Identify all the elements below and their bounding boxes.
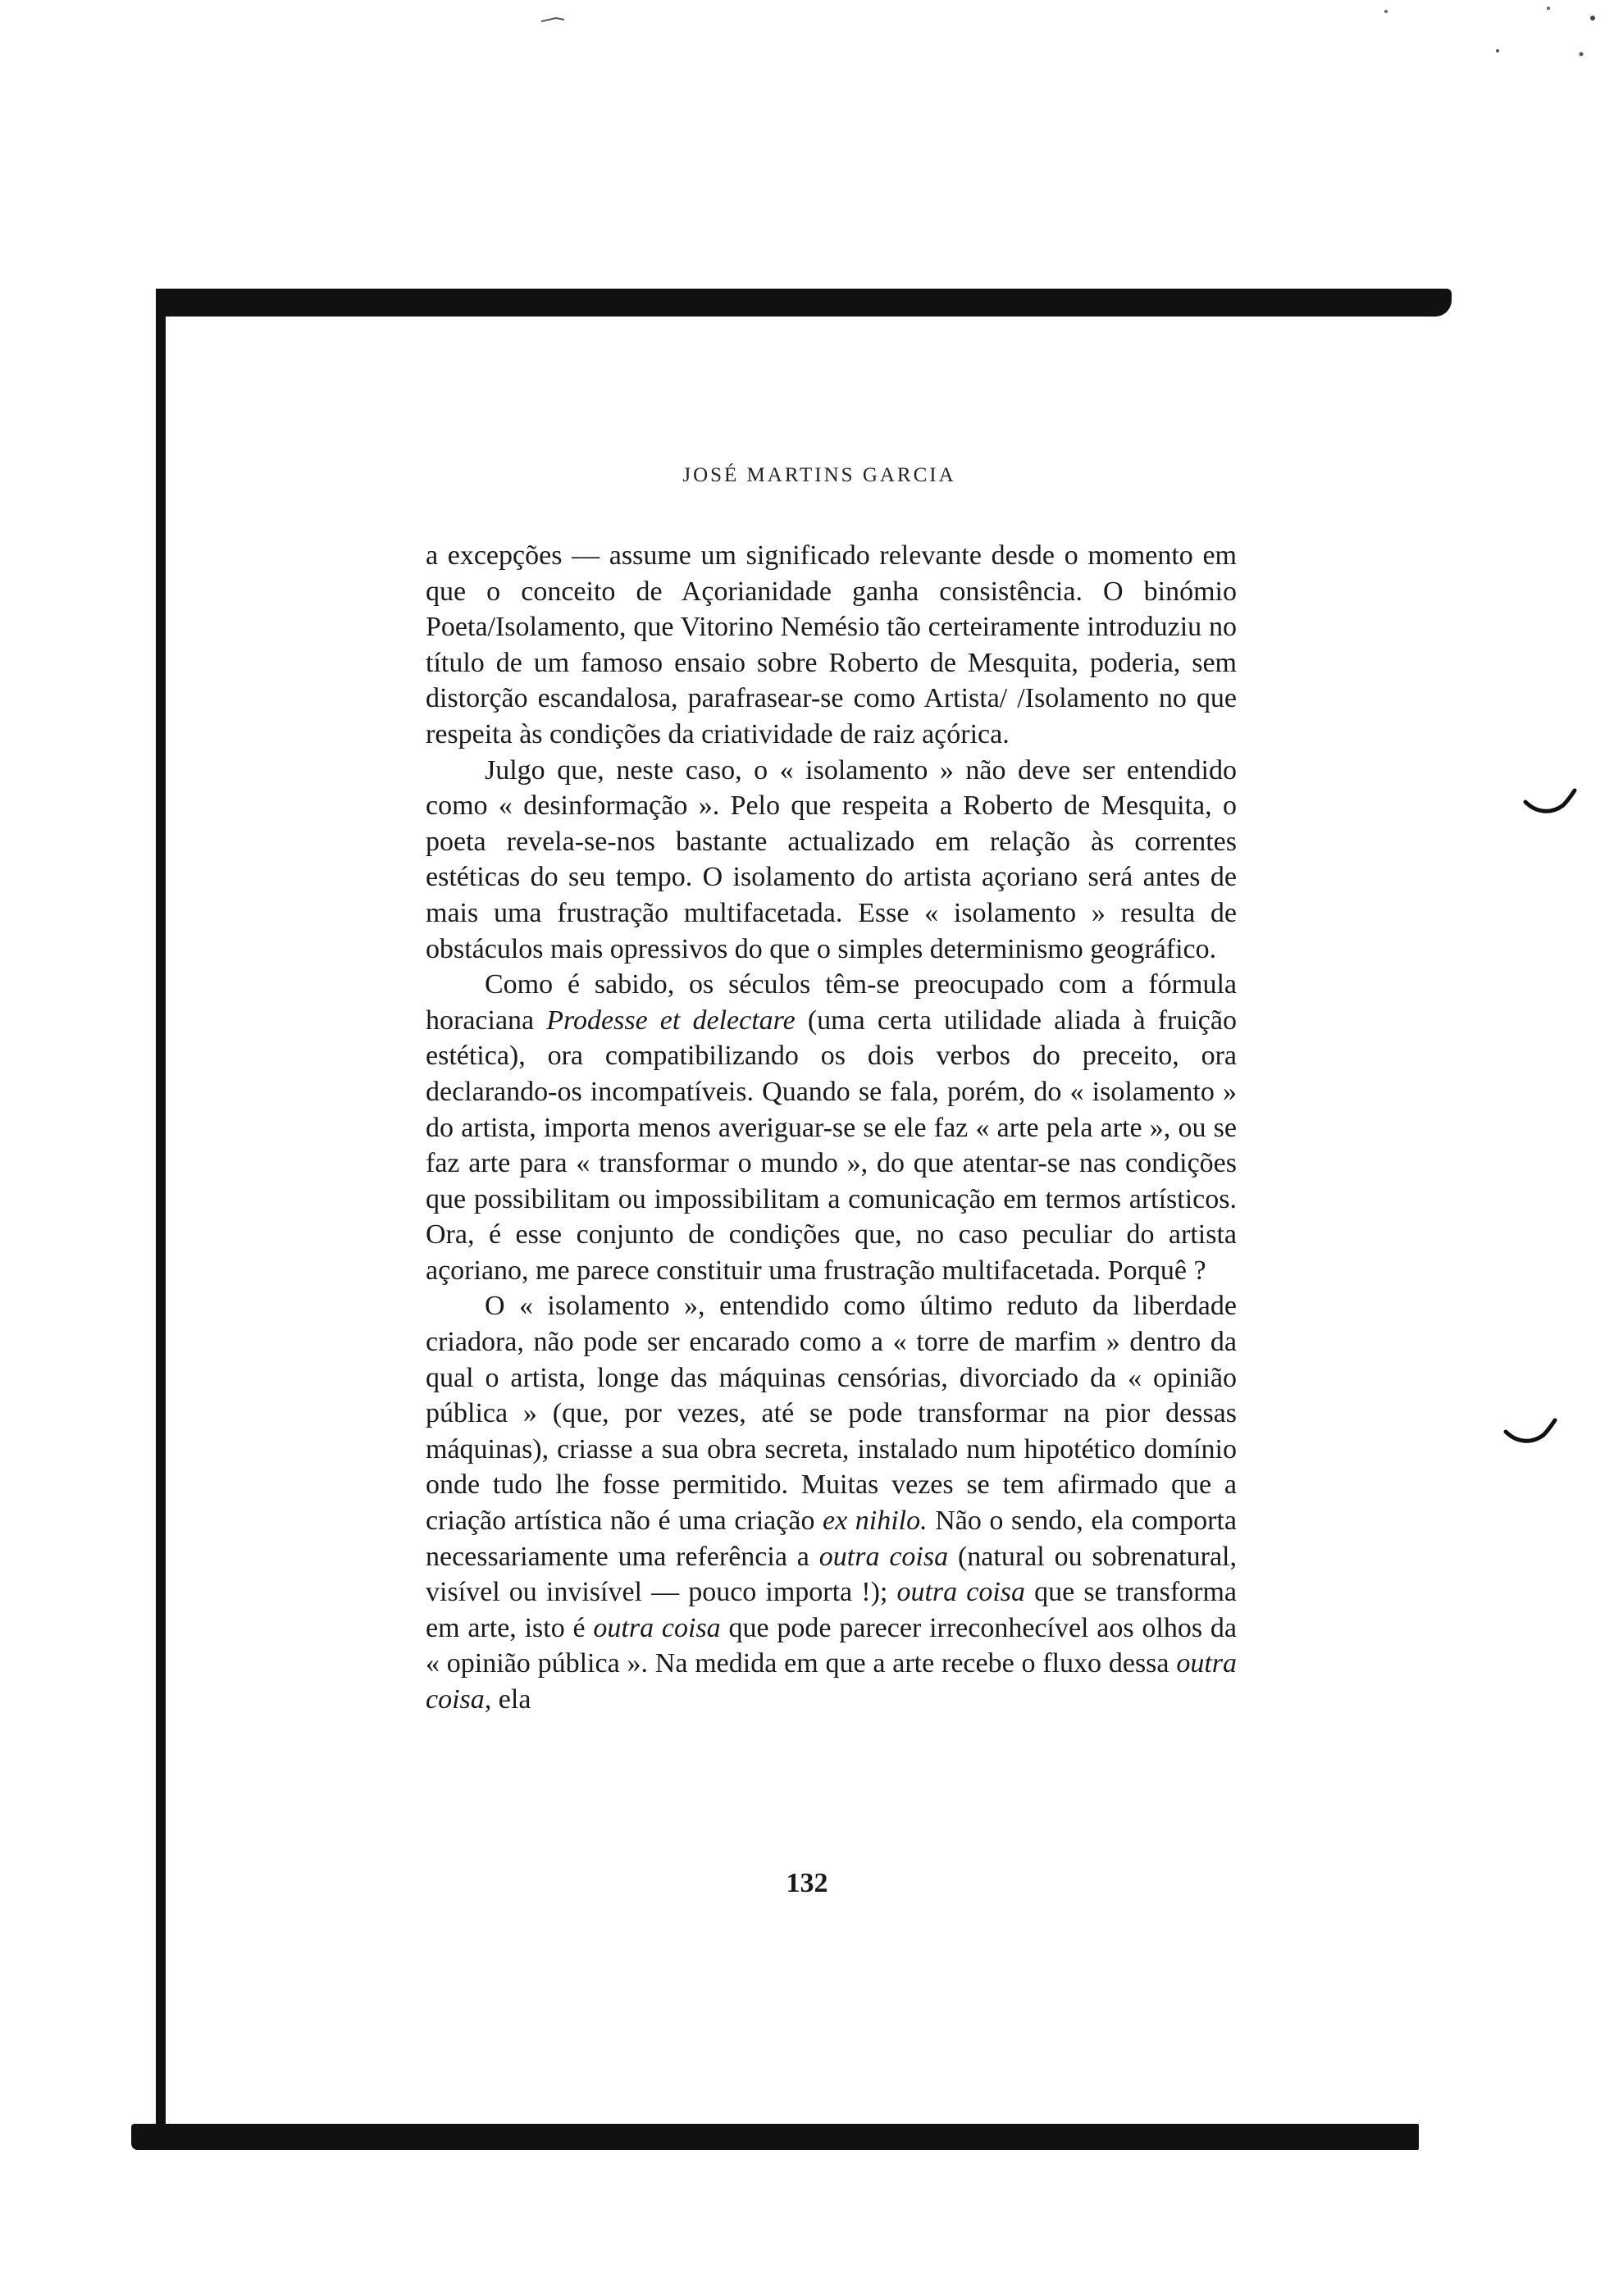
- paragraph-3-text-cont: (uma certa utilidade aliada à fruição estética), ora compatibilizando os dois verbos do preceito, ora declarando-os incompatíveis. Quando se fala, porém, do « isolamento » do artista, importa menos averiguar-se se ele faz « arte pela arte », ou se faz arte para « transformar o mundo », do que atentar-se nas condições que possibilitam ou impossibilitam a comunicação em termos artísticos. Ora, é esse conjunto de condições que, no caso peculiar do artista açoriano, me parece constituir uma frustração multifacetada. Porquê ?: [426, 1004, 1237, 1286]
- paragraph-3: [426, 967, 1237, 1288]
- italic-outra-coisa: outra coisa,: [426, 1648, 1237, 1715]
- paragraph-1: a excepções — assume um significado relevante desde o momento em que o conceito de Açorianidade ganha consistência. O binómio Poeta/Isolamento, que Vitorino Nemésio tão certeiramente introduziu no título de um famoso ensaio sobre Roberto de Mesquita, poderia, sem distorção escandalosa, parafrasear-se como Artista/ /Isolamento no que respeita às condições da criatividade de raiz açórica.: [426, 540, 1237, 749]
- latin-phrase-ex-nihilo: ex nihilo.: [823, 1506, 928, 1537]
- paragraph-2: Julgo que, neste caso, o « isolamento » não deve ser entendido como « desinformação ». Pelo que respeita a Roberto de Mesquita, o poeta revela-se-nos bastante actualizado em relação às correntes estéticas do seu tempo. O isolamento do artista açoriano será antes de mais uma frustração multifacetada. Esse « isolamento » resulta de obstáculos mais opressivos do que o simples determinismo geográfico.: [426, 754, 1237, 964]
- paragraph-4: [426, 1288, 1237, 1717]
- paragraph-4-text-cont: Não o sendo, ela comporta necessariamente uma referência a: [426, 1506, 1237, 1572]
- body-text: [426, 538, 1237, 1718]
- paragraph-3-text: Como é sabido, os séculos têm-se preocupado com a fórmula horaciana: [426, 969, 1237, 1036]
- paragraph-4-text-end: ela: [491, 1684, 531, 1715]
- italic-outra-coisa: outra coisa: [818, 1541, 949, 1572]
- latin-phrase-prodesse: Prodesse et delectare: [546, 1004, 796, 1036]
- paragraph-4-text-cont: que se transforma em arte, isto é: [426, 1577, 1238, 1643]
- paragraph-4-text-cont: que pode parecer irreconhecível aos olhos da « opinião pública ». Na medida em que a arte recebe o fluxo dessa: [426, 1612, 1238, 1679]
- scan-specks: [0, 0, 1614, 98]
- running-head: JOSÉ MARTINS GARCIA: [682, 464, 956, 486]
- italic-outra-coisa: outra coisa: [896, 1577, 1026, 1608]
- page-frame-top-rule: [156, 289, 1452, 317]
- check-mark-icon: [1502, 1417, 1558, 1450]
- paragraph-4-text: O « isolamento », entendido como último reduto da liberdade criadora, não pode ser encarado como a « torre de marfim » dentro da qual o artista, longe das máquinas censórias, divorciado da « opinião pública » (que, por vezes, até se pode transformar na pior dessas máquinas), criasse a sua obra secreta, instalado num hipotético domínio onde tudo lhe fosse permitido. Muitas vezes se tem afirmado que a criação artística não é uma criação: [426, 1291, 1237, 1537]
- paragraph-4-text-cont: (natural ou sobrenatural, visível ou invisível — pouco importa !);: [426, 1541, 1237, 1608]
- page-frame-bottom-rule: [131, 2124, 1419, 2150]
- page-number: 132: [786, 1868, 828, 1898]
- italic-outra-coisa: outra coisa: [593, 1612, 721, 1643]
- check-mark-icon: [1522, 787, 1578, 820]
